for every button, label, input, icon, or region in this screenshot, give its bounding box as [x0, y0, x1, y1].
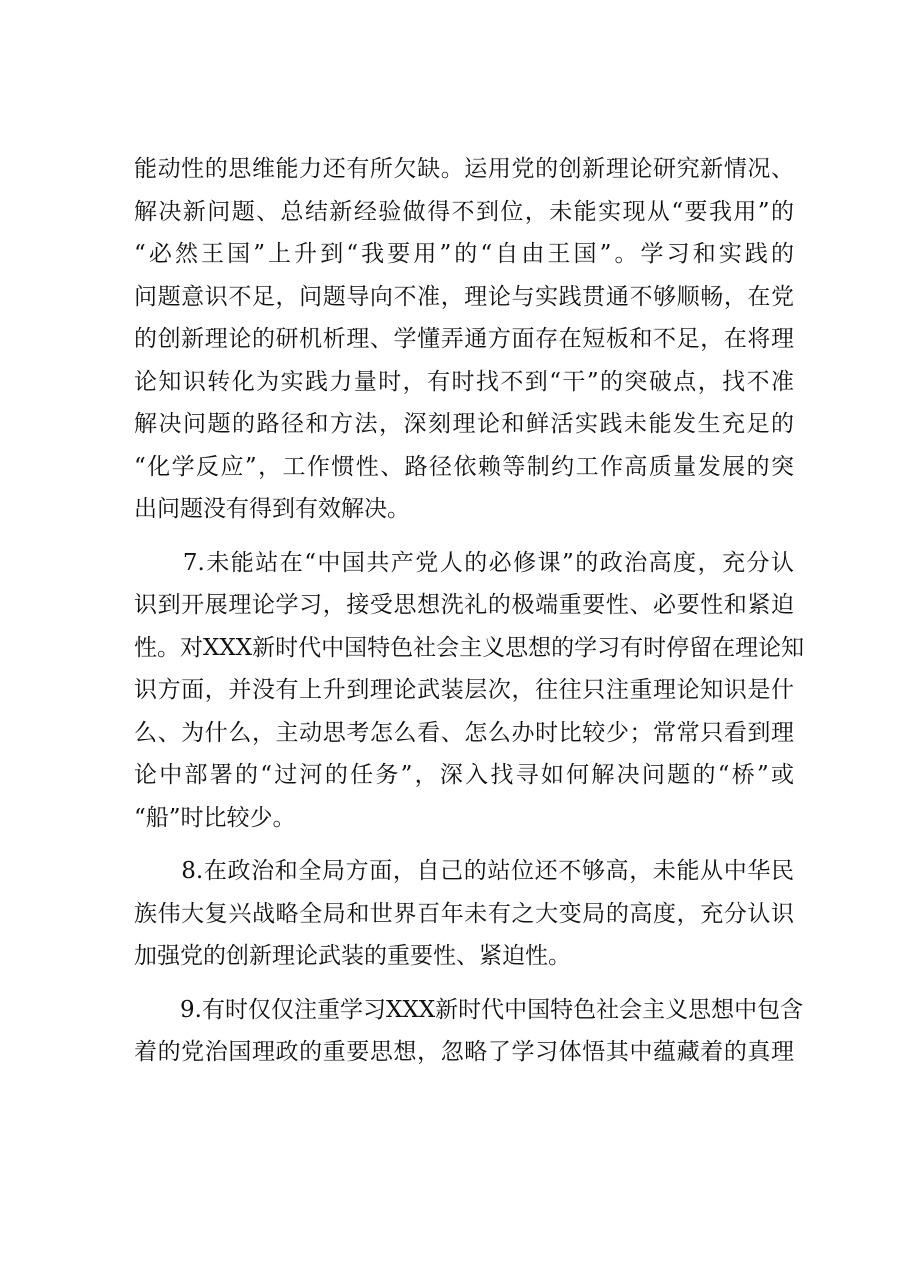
document-body [134, 148, 805, 1074]
text-line: 识方面，并没有上升到理论武装层次，往往只注重理论知识是什 [134, 677, 794, 703]
text-line: 论中部署的“过河的任务”，深入找寻如何解决问题的“桥”或 [134, 762, 794, 788]
text-line: 解决问题的路径和方法，深刻理论和鲜活实践未能发生充足的 [134, 411, 794, 437]
paragraph-gap [134, 531, 794, 542]
text-line: “船”时比较少。 [134, 804, 296, 831]
text-line: 8.在政治和全局方面，自己的站位还不够高，未能从中华民 [134, 858, 794, 884]
text-line: 着的党治国理政的重要思想，忽略了学习体悟其中蕴藏着的真理 [134, 1039, 794, 1065]
text-line: 问题意识不足，问题导向不准，理论与实践贯通不够顺畅，在党 [134, 283, 794, 310]
text-line: 性。对XXX新时代中国特色社会主义思想的学习有时停留在理论知 [134, 634, 805, 661]
text-line: “化学反应”，工作惯性、路径依赖等制约工作高质量发展的突 [134, 453, 794, 480]
text-line: 识到开展理论学习，接受思想洗礼的极端重要性、必要性和紧迫 [134, 592, 794, 618]
text-line: 的创新理论的研机析理、学懂弄通方面存在短板和不足，在将理 [134, 326, 794, 352]
text-line: 论知识转化为实践力量时，有时找不到“干”的突破点，找不准 [134, 368, 794, 395]
text-line: 解决新问题、总结新经验做得不到位，未能实现从“要我用”的 [134, 198, 794, 225]
paragraph-7 [134, 542, 805, 840]
text-line: 族伟大复兴战略全局和世界百年未有之大变局的高度，充分认识 [134, 900, 794, 927]
text-line: 9.有时仅仅注重学习XXX新时代中国特色社会主义思想中包含 [134, 996, 804, 1023]
text-line: 加强党的创新理论武装的重要性、紧迫性。 [134, 943, 571, 969]
text-line: 能动性的思维能力还有所欠缺。运用党的创新理论研究新情况、 [134, 156, 794, 182]
paragraph-9 [134, 989, 804, 1074]
paragraph-8 [134, 850, 794, 978]
paragraph-gap [134, 839, 794, 850]
text-line: 出问题没有得到有效解决。 [134, 496, 410, 522]
paragraph-continuation [134, 148, 794, 531]
text-line: “必然王国”上升到“我要用”的“自由王国”。学习和实践的 [134, 241, 794, 267]
text-line: 7.未能站在“中国共产党人的必修课”的政治高度，充分认 [134, 549, 794, 576]
text-line: 么、为什么，主动思考怎么看、怎么办时比较少；常常只看到理 [134, 719, 794, 746]
paragraph-gap [134, 978, 794, 989]
